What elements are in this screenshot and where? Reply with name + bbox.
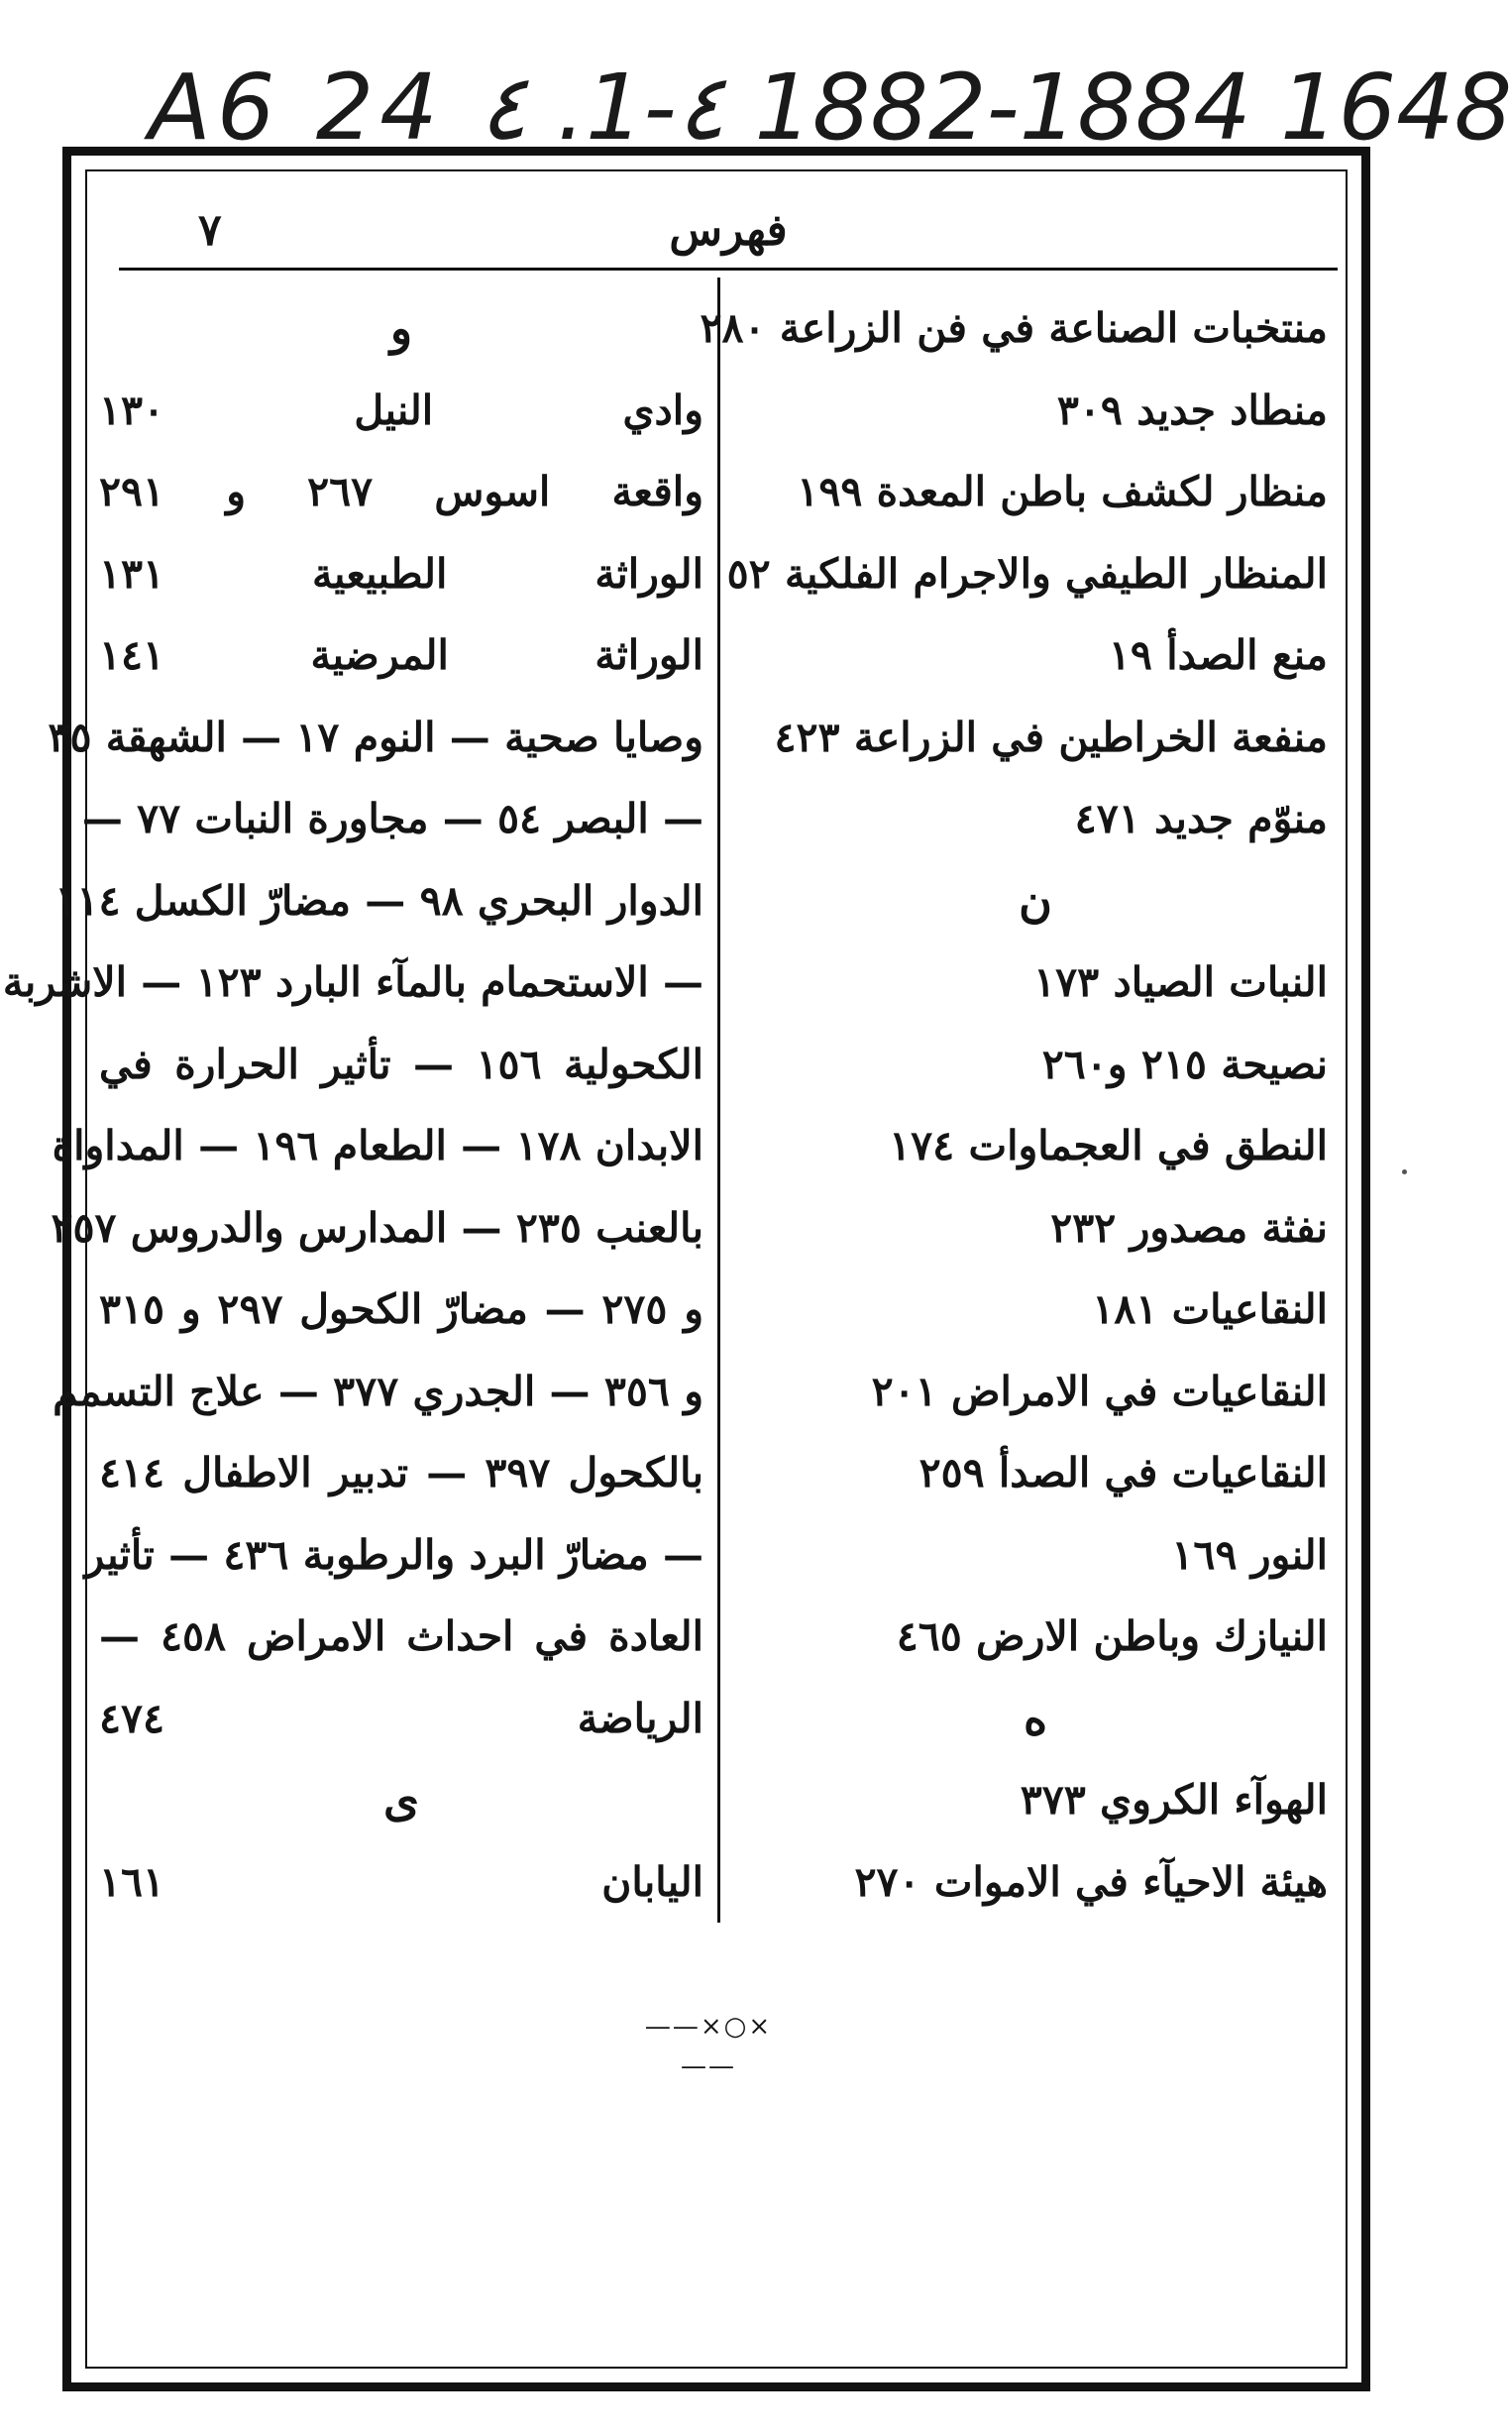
index-entry: — البصر ٥٤ — مجاورة النبات ٧٧ — [81,795,703,842]
index-entry: — الاستحمام بالمآء البارد ١٢٣ — الاشربة [2,958,703,1006]
index-entry: بالعنب ٢٣٥ — المدارس والدروس ٢٥٧ [51,1203,703,1252]
index-entry: النور ١٦٩ [1171,1530,1328,1579]
index-entry: النقاعيات ١٨١ [1092,1285,1328,1333]
index-entry: بالكحول ٣٩٧ — تدبير الاطفال ٤١٤ [99,1449,703,1496]
index-entry: واقعة اسوس ٢٦٧ و ٢٩١ [99,468,703,515]
index-entry: وادي النيل ١٣٠ [99,386,703,434]
footer-ornament: ——×○×—— [644,2012,773,2081]
index-entry: منع الصدأ ١٩ [1108,631,1328,679]
index-entry: النطق في العجماوات ١٧٤ [889,1122,1328,1169]
index-entry: هيئة الاحيآء في الاموات ٢٧٠ [854,1857,1328,1906]
index-entry: النقاعيات في الصدأ ٢٥٩ [918,1449,1328,1496]
index-entry: منطاد جديد ٣٠٩ [1056,386,1328,434]
section-letter-heading: ه [1023,1691,1048,1745]
index-column-left [2,287,703,1923]
index-entry: اليابان ١٦١ [99,1857,703,1906]
section-letter-heading: ى [382,1773,419,1826]
index-entry: الكحولية ١٥٦ — تأثير الحرارة في [99,1040,703,1088]
index-entry: منوّم جديد ٤٧١ [1074,795,1328,842]
index-entry: الدوار البحري ٩٨ — مضارّ الكسل ١١٤ [54,876,703,925]
index-entry: وصايا صحية — النوم ١٧ — الشهقة ٣٥ [48,713,703,761]
index-entry: منظار لكشف باطن المعدة ١٩٩ [797,468,1328,515]
index-entry: الرياضة ٤٧٤ [99,1694,703,1742]
index-entry: نصيحة ٢١٥ و٢٦٠ [1041,1040,1328,1088]
handwritten-archive-note: A6 24 ٤ .1-٤ 1882-1884 1648 [149,55,1512,161]
index-entry: منفعة الخراطين في الزراعة ٤٢٣ [774,713,1328,761]
index-entry: و ٣٥٦ — الجدري ٣٧٧ — علاج التسمم [53,1367,703,1415]
section-letter-heading: ن [1019,873,1052,928]
index-entry: الهوآء الكروي ٣٧٣ [1020,1776,1328,1824]
index-entry: النبات الصياد ١٧٣ [1033,958,1328,1006]
index-entry: منتخبات الصناعة في فن الزراعة ٢٨٠ [700,304,1328,352]
section-letter-heading: و [389,301,413,355]
index-entry: — مضارّ البرد والرطوبة ٤٣٦ — تأثير [84,1530,703,1579]
page-title: فهرس [669,205,788,256]
index-entry: العادة في احداث الامراض ٤٥٨ — [99,1612,703,1660]
index-entry: الوراثة المرضية ١٤١ [99,631,703,679]
index-entry: الابدان ١٧٨ — الطعام ١٩٦ — المداواة [52,1122,703,1169]
index-entry: الوراثة الطبيعية ١٣١ [99,549,703,598]
index-column-right [700,287,1328,1923]
index-entry: و ٢٧٥ — مضارّ الكحول ٢٩٧ و ٣١٥ [99,1285,703,1333]
running-header [119,196,1338,271]
page-number: ٧ [198,205,222,256]
column-divider [717,277,720,1923]
index-entry: النقاعيات في الامراض ٢٠١ [871,1367,1328,1415]
index-entry: النيازك وباطن الارض ٤٦٥ [896,1612,1328,1660]
index-entry: المنظار الطيفي والاجرام الفلكية ٥٢ [726,549,1328,598]
index-entry: نفثة مصدور ٢٣٢ [1050,1203,1328,1252]
scan-speck [1402,1169,1407,1174]
